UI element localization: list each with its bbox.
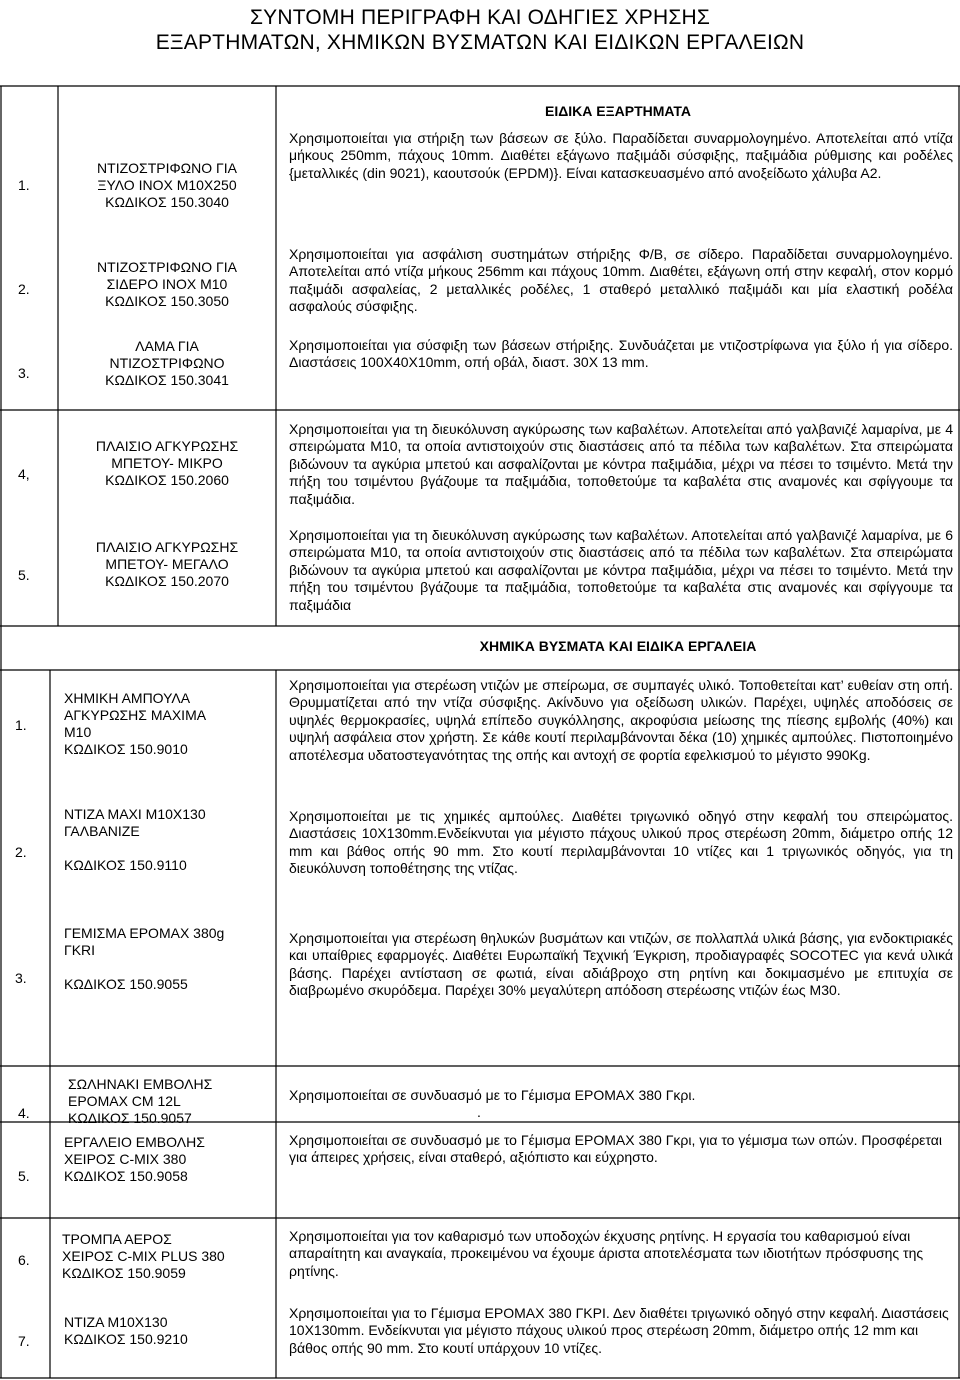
product-name: ΠΛΑΙΣΙΟ ΑΓΚΥΡΩΣΗΣ ΜΠΕΤΟΥ- ΜΙΚΡΟ ΚΩΔΙΚΟΣ 150.2060 (95, 438, 239, 488)
product-description: Χρησιμοποιείται για ασφάλιση συστημάτων στήριξης Φ/Β, σε σίδερο. Παραδίδεται συναρμολογημένο. Αποτελείται από ντίζα μήκους 256mm και πάχους 10mm. Διαθέτει, εξάγωνη οπή στην κεφαλή, στον κορμό παξιμάδι ασφαλείας, 2 μεταλλικές ροδέλες, 1 σταθερό μεταλλικό παξιμάδι και μία ελαστική ροδέλα ασφαλούς σύσφιξης. (289, 246, 953, 315)
row-number: 3. (15, 970, 27, 986)
product-name: ΝΤΙΖΟΣΤΡΙΦΩΝΟ ΓΙΑ ΣΙΔΕΡΟ INOX M10 ΚΩΔΙΚΟΣ 150.3050 (97, 259, 237, 309)
row-number: 6. (18, 1252, 30, 1268)
row-number: 1. (18, 177, 30, 193)
product-description: Χρησιμοποιείται για τον καθαρισμό των υποδοχών έκχυσης ρητίνης. Η εργασία του καθαρισμού είναι απαραίτητη και αναγκαία, προκειμένου να έχουμε άριστα αποτελέσματα των ιδιοτήτων πρόσφυσης της ρητίνης. (289, 1228, 924, 1279)
product-name: ΝΤΙΖΟΣΤΡΙΦΩΝΟ ΓΙΑ ΞΥΛΟ INOX M10X250 ΚΩΔΙΚΟΣ 150.3040 (97, 160, 237, 210)
product-description: Χρησιμοποιείται για το Γέμισμα ΕΡΟΜΑΧ 380 ΓΚΡΙ. Δεν διαθέτει τριγωνικό οδηγό στην κεφαλή. Διαστάσεις 10Χ130mm. Ενδείκνυται για μέγιστο πάχους υλικού προς στερέωση 20mm, διάμετρο οπής 12 mm και βάθος οπής 90 mm. Στο κουτί υπάρχουν 10 ντίζες. (289, 1305, 949, 1356)
product-name: ΝΤΙΖΑ Μ10Χ130 ΚΩΔΙΚΟΣ 150.9210 (64, 1314, 188, 1347)
product-description: Χρησιμοποιείται για στήριξη των βάσεων σε ξύλο. Παραδίδεται συναρμολογημένο. Αποτελείται από ντίζα μήκους 250mm, πάχους 10mm. Διαθέτει εξάγωνο παξιμάδι σύσφιξης, παξιμάδια ρύθμισης και ροδέλες {μεταλλικές (din 9021), καουτσούκ (EPDM)}. Είναι κατασκευασμένο από ανοξείδωτο χάλυβα Α2. (289, 130, 953, 181)
row-number: 3. (18, 365, 30, 381)
row-number: 4. (18, 1105, 30, 1121)
section-heading-special-parts: ΕΙΔΙΚΑ ΕΞΑΡΤΗΜΑΤΑ (545, 103, 691, 119)
product-description: Χρησιμοποιείται για τη διευκόλυνση αγκύρωσης των καβαλέτων. Αποτελείται από γαλβανιζέ λαμαρίνα, με 6 σπειρώματα Μ10, τα οποία αντιστοιχούν στις διαστάσεις από τα πέδιλα των καβαλέτων. Στα σπειρώματα βιδώνουν τα αγκύρια μπετού και ασφαλίζονται με κόντρα παξιμάδια, μέχρι να πέσει το τσιμέντο. Μετά την πήξη του τσιμέντου βγάζουμε τα παξιμάδια, τοποθετούμε τα καβαλέτα στις αναμονές και σφίγγουμε τα παξιμάδια (289, 527, 953, 613)
product-name: ΧΗΜΙΚΗ ΑΜΠΟΥΛΑ ΑΓΚΥΡΩΣΗΣ ΜΑΧΙΜΑ Μ10 ΚΩΔΙΚΟΣ 150.9010 (64, 690, 207, 757)
product-description: Χρησιμοποιείται για τη διευκόλυνση αγκύρωσης των καβαλέτων. Αποτελείται από γαλβανιζέ λαμαρίνα, με 4 σπειρώματα Μ10, τα οποία αντιστοιχούν στις διαστάσεις από τα πέδιλα των καβαλέτων. Στα σπειρώματα βιδώνουν τα αγκύρια μπετού και ασφαλίζονται με κόντρα παξιμάδια, μέχρι να πέσει το τσιμέντο. Μετά την πήξη του τσιμέντου βγάζουμε τα παξιμάδια, τοποθετούμε τα καβαλέτα στις αναμονές και σφίγγουμε τα παξιμάδια. (289, 421, 953, 507)
product-name: ΕΡΓΑΛΕΙΟ ΕΜΒΟΛΗΣ ΧΕΙΡΟΣ C-MIX 380 ΚΩΔΙΚΟΣ 150.9058 (64, 1134, 205, 1184)
product-description: Χρησιμοποιείται για στερέωση θηλυκών βυσμάτων και ντιζών, σε πολλαπλά υλικά βάσης, για ενδοκτιριακές και υπαίθριες εφαρμογές. Διαθέτει Ευρωπαϊκή Τεχνική Έγκριση, προδιαγραφές SOCOTEC για κενά υλικά βάσης. Παρέχει αντίσταση σε φωτιά, είναι αδιάβροχο στη ρητίνη και δοκιμασμένο με επιτυχία σε διαβρωμένο σκυρόδεμα. Παρέχει 30% μεγαλύτερη απόδοση στερέωσης ντιζών έως Μ30. (289, 930, 953, 999)
row-number: 1. (15, 717, 27, 733)
row-number: 2. (15, 844, 27, 860)
product-name: ΤΡΟΜΠΑ ΑΕΡΟΣ ΧΕΙΡΟΣ C-MIX PLUS 380 ΚΩΔΙΚΟΣ 150.9059 (62, 1231, 225, 1281)
product-name: ΓΕΜΙΣΜΑ ΕΡΟΜΑΧ 380g ΓΚRI ΚΩΔΙΚΟΣ 150.9055 (64, 925, 225, 992)
product-description: Χρησιμοποιείται σε συνδυασμό με το Γέμισμα ΕΡΟΜΑΧ 380 Γκρι. . (289, 1087, 696, 1121)
row-number: 4, (18, 466, 30, 482)
product-description: Χρησιμοποιείται για στερέωση ντιζών με σπείρωμα, σε συμπαγές υλικό. Τοποθετείται κατ’ ευθείαν στη οπή. Θρυμματίζεται από την ντίζα σύσφιξης. Ακίνδυνο για οξείδωση υλικών. Παρέχει, υψηλές αποδόσεις σε υψηλές θερμοκρασίες, υψηλά επίπεδο συγκόλλησης, ακροφύσια μείωσης της πίεσης εμβολής (40%) και υψηλή ασφάλεια στον χρήστη. Σε κάθε κουτί περιλαμβάνονται δέκα (10) χημικές αμπούλες. Πιστοποιημένο αποτέλεσμα υδατοστεγανότητας της οπής και αντοχή σε φορτία εφελκισμού το μέγιστο 990Kg. (289, 677, 953, 763)
product-name: ΠΛΑΙΣΙΟ ΑΓΚΥΡΩΣΗΣ ΜΠΕΤΟΥ- ΜΕΓΑΛΟ ΚΩΔΙΚΟΣ 150.2070 (95, 539, 239, 589)
section-heading-chemical-anchors: ΧΗΜΙΚΑ ΒΥΣΜΑΤΑ ΚΑΙ ΕΙΔΙΚΑ ΕΡΓΑΛΕΙΑ (479, 638, 757, 654)
row-number: 5. (18, 567, 30, 583)
product-description: Χρησιμοποιείται σε συνδυασμό με το Γέμισμα ΕΡΟΜΑΧ 380 Γκρι, για το γέμισμα των οπών. Προσφέρεται για άπειρες χρήσεις, είναι σταθερό, αξιόπιστο και εύχρηστο. (289, 1132, 942, 1166)
row-number: 2. (18, 281, 30, 297)
row-number: 5. (18, 1168, 30, 1184)
product-name: ΛΑΜΑ ΓΙΑ ΝΤΙΖΟΣΤΡΙΦΩΝΟ ΚΩΔΙΚΟΣ 150.3041 (105, 338, 229, 388)
product-description: Χρησιμοποιείται με τις χημικές αμπούλες. Διαθέτει τριγωνικό οδηγό στην κεφαλή του σπειρώματος. Διαστάσεις 10Χ130mm.Ενδείκνυται για μέγιστο πάχους υλικού προς στερέωση 20mm, διάμετρο οπής 12 mm και βάθος οπής 90 mm. Στο κουτί περιλαμβάνονται 10 ντίζες και 1 τριγωνικός οδηγός, για τη διευκόλυνση τοποθέτησης της ντίζας. (289, 808, 953, 877)
product-name: ΣΩΛΗΝΑΚΙ ΕΜΒΟΛΗΣ ΕΡΟΜΑΧ CM 12L ΚΩΔΙΚΟΣ 150.9057 (68, 1076, 213, 1126)
document-title-line2: ΕΞΑΡΤΗΜΑΤΩΝ, ΧΗΜΙΚΩΝ ΒΥΣΜΑΤΩΝ ΚΑΙ ΕΙΔΙΚΩΝ ΕΡΓΑΛΕΙΩΝ (155, 31, 805, 54)
product-description: Χρησιμοποιείται για σύσφιξη των βάσεων στήριξης. Συνδυάζεται με ντιζοστρίφωνα για ξύλο ή για σίδερο. Διαστάσεις 100Χ40Χ10mm, οπή οβάλ, διαστ. 30Χ 13 mm. (289, 337, 953, 371)
row-number: 7. (18, 1333, 30, 1349)
document-title-line1: ΣΥΝΤΟΜΗ ΠΕΡΙΓΡΑΦΗ ΚΑΙ ΟΔΗΓΙΕΣ ΧΡΗΣΗΣ (249, 6, 711, 29)
product-name: ΝΤΙΖΑ ΜΑΧΙ Μ10Χ130 ΓΑΛΒΑΝΙΖΕ ΚΩΔΙΚΟΣ 150.9110 (64, 806, 206, 873)
